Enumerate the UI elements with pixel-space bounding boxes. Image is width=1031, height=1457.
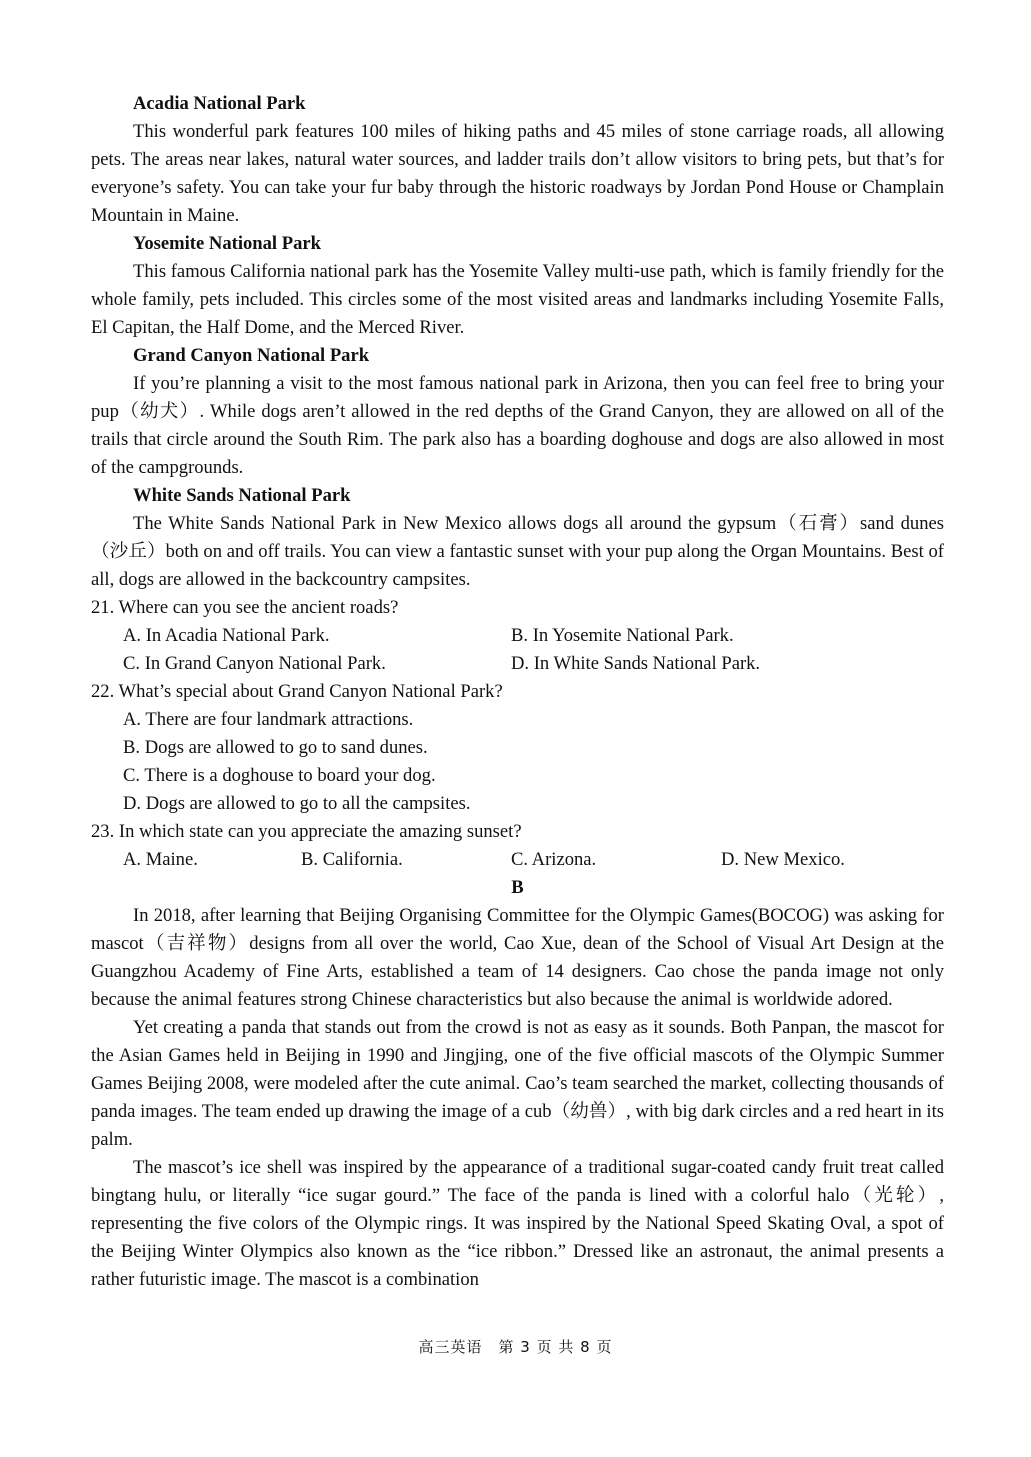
- option-a: A. In Acadia National Park.: [123, 625, 330, 646]
- section-heading-acadia: Acadia National Park: [133, 93, 306, 114]
- question-stem: 21. Where can you see the ancient roads?: [91, 597, 399, 618]
- paragraph: Yet creating a panda that stands out from the crowd is not as easy as it sounds. Both Panpan, the mascot for the Asian Games held in Beijing in 1990 and Jingjing, one of the five official mascots of the Olympic Summer Games Beijing 2008, were modeled after the cute animal. Cao’s team searched the market, collecting thousands of panda images. The team ended up drawing the image of a cub（幼兽）, with big dark circles and a red heart in its palm.: [91, 1017, 944, 1150]
- option-b: B. California.: [301, 849, 403, 870]
- paragraph: In 2018, after learning that Beijing Organising Committee for the Olympic Games(BOCOG) was asking for mascot（吉祥物）designs from all over the world, Cao Xue, dean of the School of Visual Art Design at the Guangzhou Academy of Fine Arts, established a team of 14 designers. Cao chose the panda image not only because the animal features strong Chinese characteristics but also because the animal is worldwide adored.: [91, 905, 944, 1010]
- options-row: [91, 650, 944, 678]
- option-c: C. In Grand Canyon National Park.: [123, 653, 386, 674]
- passage-label: B: [511, 877, 524, 898]
- question-stem: 22. What’s special about Grand Canyon National Park?: [91, 681, 503, 702]
- option-c: C. There is a doghouse to board your dog.: [123, 765, 436, 786]
- section-text-yosemite: This famous California national park has the Yosemite Valley multi-use path, which is family friendly for the whole family, pets included. This circles some of the most visited areas and landmarks including Yosemite Falls, El Capitan, the Half Dome, and the Merced River.: [91, 261, 944, 338]
- passage-a: [91, 90, 944, 594]
- page-content: [91, 90, 944, 1294]
- option-b: B. In Yosemite National Park.: [511, 625, 734, 646]
- question-23: [91, 818, 944, 874]
- option-d: D. In White Sands National Park.: [511, 653, 761, 674]
- question-stem: 23. In which state can you appreciate the amazing sunset?: [91, 821, 522, 842]
- paragraph: The mascot’s ice shell was inspired by the appearance of a traditional sugar-coated candy fruit treat called bingtang hulu, or literally “ice sugar gourd.” The face of the panda is lined with a colorful halo（光轮）, representing the five colors of the Olympic rings. It was inspired by the National Speed Skating Oval, a spot of the Beijing Winter Olympics also known as the “ice ribbon.” Dressed like an astronaut, the animal presents a rather futuristic image. The mascot is a combination: [91, 1157, 944, 1290]
- options-row: [91, 846, 944, 874]
- option-c: C. Arizona.: [511, 849, 597, 870]
- option-a: A. There are four landmark attractions.: [123, 709, 414, 730]
- section-heading-yosemite: Yosemite National Park: [133, 233, 321, 254]
- section-text-grand-canyon: If you’re planning a visit to the most famous national park in Arizona, then you can feel free to bring your pup（幼犬）. While dogs aren’t allowed in the red depths of the Grand Canyon, they are allowed on all of the trails that circle around the South Rim. The park also has a boarding doghouse and dogs are also allowed in most of the campgrounds.: [91, 373, 944, 478]
- section-heading-white-sands: White Sands National Park: [133, 485, 351, 506]
- passage-b: [91, 874, 944, 1294]
- question-21: [91, 594, 944, 678]
- options-row: [91, 622, 944, 650]
- option-d: D. Dogs are allowed to go to all the campsites.: [123, 793, 471, 814]
- section-text-white-sands: The White Sands National Park in New Mexico allows dogs all around the gypsum（石膏）sand dunes（沙丘）both on and off trails. You can view a fantastic sunset with your pup along the Organ Mountains. Best of all, dogs are allowed in the backcountry campsites.: [91, 513, 944, 590]
- option-d: D. New Mexico.: [721, 849, 845, 870]
- section-heading-grand-canyon: Grand Canyon National Park: [133, 345, 370, 366]
- option-b: B. Dogs are allowed to go to sand dunes.: [123, 737, 428, 758]
- question-22: [91, 678, 944, 818]
- option-a: A. Maine.: [123, 849, 198, 870]
- section-text-acadia: This wonderful park features 100 miles of hiking paths and 45 miles of stone carriage roads, all allowing pets. The areas near lakes, natural water sources, and ladder trails don’t allow visitors to bring pets, but that’s for everyone’s safety. You can take your fur baby through the historic roadways by Jordan Pond House or Champlain Mountain in Maine.: [91, 121, 944, 226]
- page-footer: 高三英语 第 3 页 共 8 页: [418, 1338, 613, 1356]
